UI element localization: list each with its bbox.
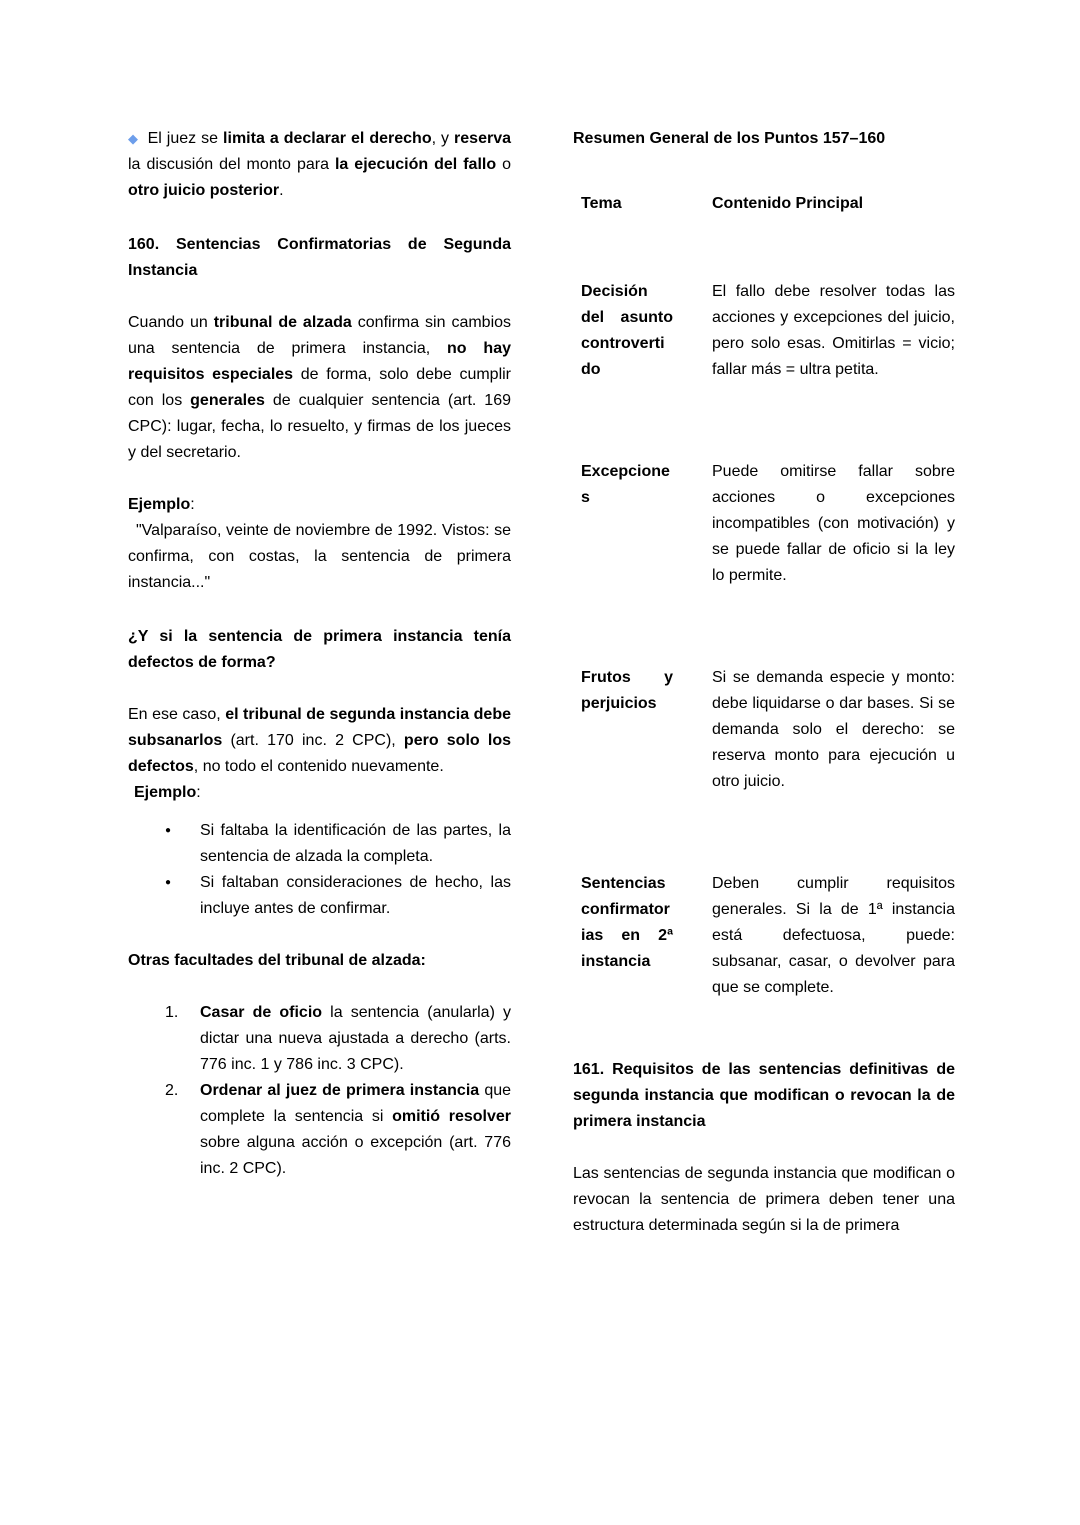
cell-tema: Frutos y perjuicios bbox=[581, 669, 673, 712]
list-number: 1. bbox=[165, 1004, 179, 1021]
table-header-row bbox=[573, 191, 955, 217]
intro-bullet-item bbox=[128, 126, 511, 204]
para-161: Las sentencias de segunda instancia que modifican o revocan la sentencia de primera deben tener una estructura determinada según si la de primera bbox=[573, 1165, 955, 1234]
bullet-icon: ● bbox=[165, 825, 172, 836]
diamond-bullet-icon: ◆ bbox=[128, 131, 139, 146]
numbered-list bbox=[128, 1000, 511, 1182]
summary-heading: Resumen General de los Puntos 157–160 bbox=[573, 130, 886, 147]
table-row bbox=[573, 279, 955, 383]
cell-tema: Decisión del asunto controvertido bbox=[581, 283, 673, 378]
cell-contenido: Puede omitirse fallar sobre acciones o excepciones incompatibles (con motivación) y se puede fallar de oficio si la ley lo permite. bbox=[712, 463, 955, 584]
table-row bbox=[573, 871, 955, 1001]
table-header-tema: Tema bbox=[581, 195, 622, 212]
cell-contenido: El fallo debe resolver todas las acciones y excepciones del juicio, pero solo esas. Omitirlas = vicio; fallar más = ultra petita. bbox=[712, 283, 955, 378]
para-confirmatorias: Cuando un tribunal de alzada confirma sin cambios una sentencia de primera instancia, no hay requisitos especiales de forma, solo debe cumplir con los generales de cualquier sentencia (art. 169 CPC): lugar, fecha, lo resuelto, y firmas de los jueces y del secretario. bbox=[128, 314, 512, 461]
cell-contenido: Deben cumplir requisitos generales. Si la de 1ª instancia está defectuosa, puede: subsanar, casar, o devolver para que se complete. bbox=[712, 875, 955, 996]
cell-contenido: Si se demanda especie y monto: debe liquidarse o dar bases. Si se demanda solo el derecho: se reserva monto para ejecución u otro juicio. bbox=[712, 669, 955, 790]
numbered-list-item bbox=[128, 1000, 511, 1078]
bullet-list-item bbox=[128, 818, 511, 870]
bullet-list-item bbox=[128, 870, 511, 922]
section-heading-161: 161. Requisitos de las sentencias definitivas de segunda instancia que modifican o revocan la de primera instancia bbox=[573, 1061, 955, 1130]
example-1-label: Ejemplo: bbox=[128, 496, 195, 513]
bullet-icon: ● bbox=[165, 877, 172, 888]
numbered-item-text: Casar de oficio la sentencia (anularla) y dictar una nueva ajustada a derecho (arts. 776 inc. 1 y 786 inc. 3 CPC). bbox=[200, 1004, 511, 1073]
bullet-list bbox=[128, 818, 511, 922]
table-row bbox=[573, 665, 955, 795]
left-column bbox=[128, 126, 511, 1265]
bullet-item-text: Si faltaba la identificación de las partes, la sentencia de alzada la completa. bbox=[200, 822, 511, 865]
question-heading: ¿Y si la sentencia de primera instancia tenía defectos de forma? bbox=[128, 628, 511, 671]
numbered-list-item bbox=[128, 1078, 511, 1182]
example-2-label: Ejemplo: bbox=[134, 784, 201, 801]
right-column bbox=[573, 126, 955, 1265]
para-defectos: En ese caso, el tribunal de segunda instancia debe subsanarlos (art. 170 inc. 2 CPC), pero solo los defectos, no todo el contenido nuevamente. bbox=[128, 706, 511, 775]
example-1-quote: "Valparaíso, veinte de noviembre de 1992. Vistos: se confirma, con costas, la sentencia de primera instancia..." bbox=[128, 522, 511, 591]
bullet-item-text: Si faltaban consideraciones de hecho, las incluye antes de confirmar. bbox=[200, 874, 511, 917]
section-heading-160: 160. Sentencias Confirmatorias de Segunda Instancia bbox=[128, 236, 511, 279]
table-row bbox=[573, 459, 955, 589]
intro-text: El juez se limita a declarar el derecho, y reserva la discusión del monto para la ejecución del fallo o otro juicio posterior. bbox=[128, 130, 511, 199]
list-number: 2. bbox=[165, 1082, 179, 1099]
heading-otras-facultades: Otras facultades del tribunal de alzada: bbox=[128, 952, 426, 969]
cell-tema: Excepciones bbox=[581, 463, 670, 506]
table-header-contenido: Contenido Principal bbox=[712, 195, 864, 212]
summary-table bbox=[573, 191, 955, 1001]
numbered-item-text: Ordenar al juez de primera instancia que complete la sentencia si omitió resolver sobre alguna acción o excepción (art. 776 inc. 2 CPC). bbox=[200, 1082, 512, 1177]
cell-tema: Sentencias confirmatorias en 2ª instancia bbox=[581, 875, 673, 970]
